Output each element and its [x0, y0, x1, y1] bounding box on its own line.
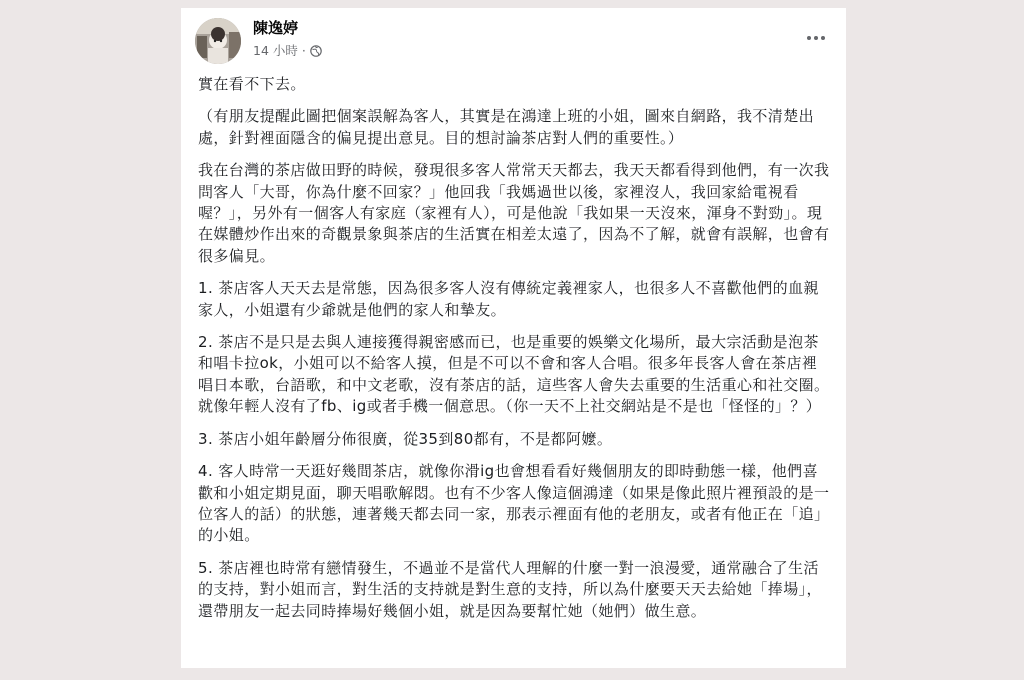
avatar[interactable] [195, 18, 241, 64]
post-paragraph: 2. 茶店不是只是去與人連接獲得親密感而已，也是重要的娛樂文化場所，最大宗活動是泡茶和唱卡拉ok，小姐可以不給客人摸，但是不可以不會和客人合唱。很多年長客人會在茶店裡唱日本歌，台語歌，和中文老歌，沒有茶店的話，這些客人會失去重要的生活重心和社交圈。就像年輕人沒有了fb、ig或者手機一個意思。（你一天不上社交網站是不是也「怪怪的」？） [198, 333, 830, 416]
more-options-icon[interactable] [804, 30, 828, 44]
post-body [198, 74, 830, 633]
post-paragraph: 3. 茶店小姐年齡層分佈很廣，從35到80都有，不是都阿嬤。 [198, 429, 613, 448]
post-paragraph: （有朋友提醒此圖把個案誤解為客人，其實是在鴻達上班的小姐，圖來自網路，我不清楚出處，針對裡面隱含的偏見提出意見。目的想討論茶店對人們的重要性。） [198, 107, 815, 147]
post-paragraph: 實在看不下去。 [198, 75, 306, 93]
post-paragraph: 我在台灣的茶店做田野的時候，發現很多客人常常天天都去，我天天都看得到他們，有一次我問客人「大哥，你為什麼不回家？」他回我「我媽過世以後，家裡沒人，我回家給電視看喔？」，另外有一個客人有家庭（家裡有人），可是他說「我如果一天沒來，渾身不對勁」。現在媒體炒作出來的奇觀景象與茶店的生活實在相差太遠了，因為不了解，就會有誤解，也會有很多偏見。 [198, 161, 830, 265]
author-name[interactable]: 陳逸婷 [253, 19, 299, 37]
post-paragraph: 5. 茶店裡也時常有戀情發生，不過並不是當代人理解的什麼一對一浪漫愛，通常融合了生活的支持，對小姐而言，對生活的支持就是對生意的支持，所以為什麼要天天去給她「捧場」，還帶朋友一起去同時捧場好幾個小姐，就是因為要幫忙她（她們）做生意。 [198, 558, 822, 620]
globe-icon[interactable] [310, 45, 322, 57]
post-paragraph: 4. 客人時常一天逛好幾間茶店，就像你滑ig也會想看看好幾個朋友的即時動態一樣，他們喜歡和小姐定期見面，聊天唱歌解悶。也有不少客人像這個鴻達（如果是像此照片裡預設的是一位客人的話）的狀態，連著幾天都去同一家，那表示裡面有他的老朋友，或者有他正在「追」的小姐。 [198, 462, 830, 545]
post-card [181, 8, 846, 668]
avatar-image [195, 18, 241, 64]
post-timestamp[interactable]: 14 小時 [253, 43, 298, 58]
post-paragraph: 1. 茶店客人天天去是常態，因為很多客人沒有傳統定義裡家人，也很多人不喜歡他們的血親家人，小姐還有少爺就是他們的家人和摯友。 [198, 279, 819, 319]
post-meta [253, 43, 322, 59]
meta-separator: · [301, 43, 306, 58]
